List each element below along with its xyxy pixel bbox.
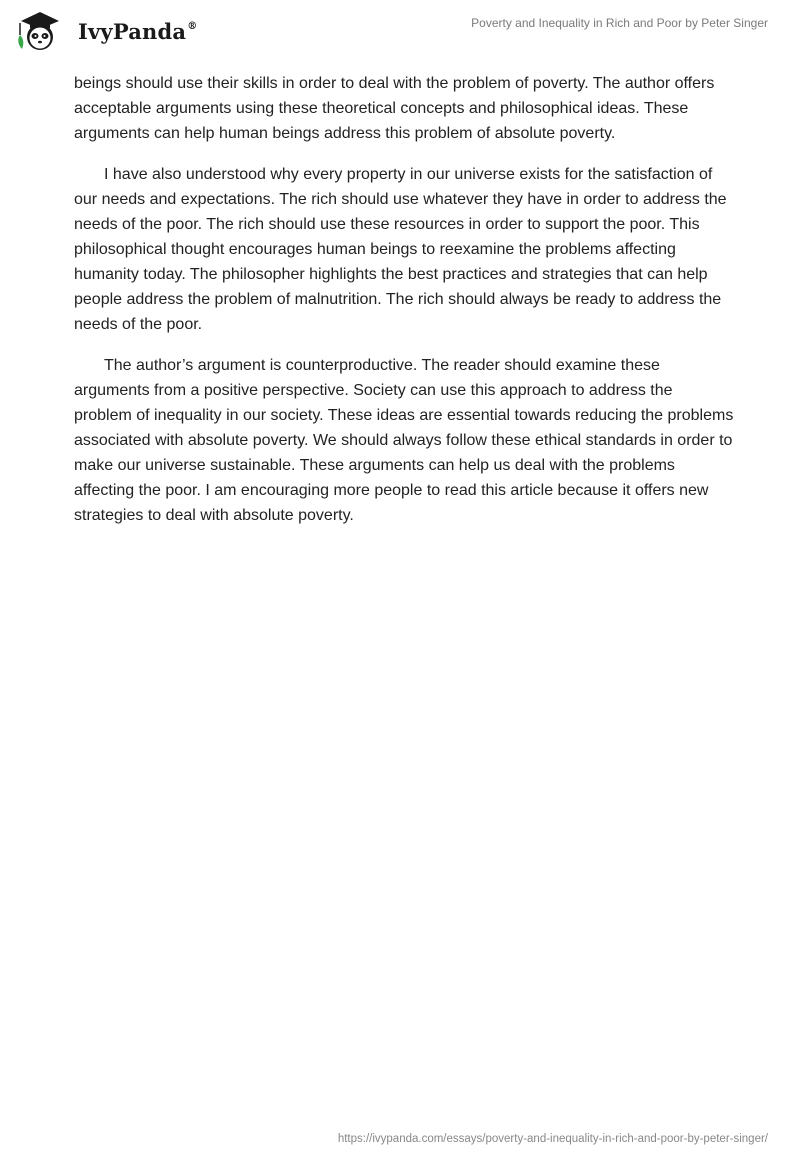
paragraph-3: The author’s argument is counterproductive. The reader should examine these arguments from a positive perspective. Society can use this approach to address the problem of inequality in our society. These ideas are essential towards reducing the problems associated with absolute poverty. We should always follow these ethical standards in order to make our universe sustainable. These arguments can help us deal with the problems affecting the poor. I am encouraging more people to read this article because it offers new strategies to deal with absolute poverty. xyxy=(74,357,734,524)
brand-name-text: IvyPanda xyxy=(78,19,187,44)
page-header xyxy=(0,0,800,70)
ivypanda-logo[interactable] xyxy=(16,9,206,53)
registered-mark: ® xyxy=(187,21,198,32)
panda-graduation-cap-logo-icon xyxy=(16,9,74,53)
essay-body xyxy=(74,71,734,544)
paragraph-2: I have also understood why every property in our universe exists for the satisfaction of our needs and expectations. The rich should use whatever they have in order to address the needs of the poor. The rich should use these resources in order to support the poor. This philosophical thought encourages human beings to reexamine the problems affecting humanity today. The philosopher highlights the best practices and strategies that can help people address the problem of malnutrition. The rich should always be ready to address the needs of the poor. xyxy=(74,166,727,333)
paragraph-1: beings should use their skills in order to deal with the problem of poverty. The author offers acceptable arguments using these theoretical concepts and philosophical ideas. These arguments can help human beings address this problem of absolute poverty. xyxy=(74,75,715,142)
brand-name xyxy=(78,19,197,44)
document-title: Poverty and Inequality in Rich and Poor by Peter Singer xyxy=(471,16,768,30)
source-url[interactable]: https://ivypanda.com/essays/poverty-and-inequality-in-rich-and-poor-by-peter-singer/ xyxy=(337,1133,768,1145)
